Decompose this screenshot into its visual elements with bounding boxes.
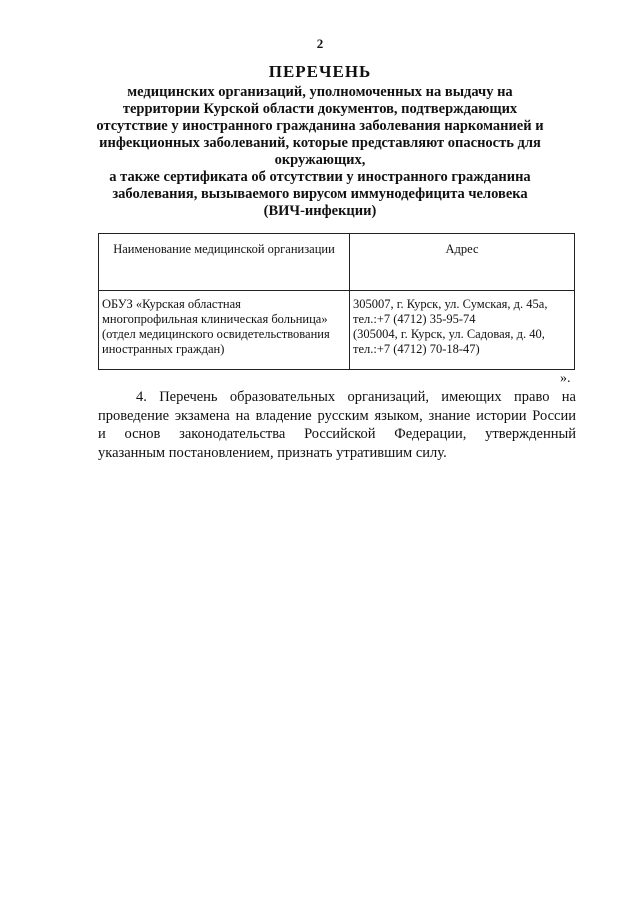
- paragraph-line: 4. Перечень образовательных организаций, имеющих право на: [136, 389, 576, 405]
- medical-organizations-table: [98, 233, 575, 370]
- column-header-address: Адрес: [350, 234, 575, 291]
- organization-name-line: (отдел медицинского освидетельствования: [102, 327, 330, 341]
- heading-line: а также сертификата об отсутствии у иностранного гражданина: [109, 169, 531, 185]
- table-row: [99, 291, 575, 370]
- heading-line: отсутствие у иностранного гражданина заболевания наркоманией и: [96, 118, 544, 134]
- address-line: 305007, г. Курск, ул. Сумская, д. 45а,: [353, 297, 548, 311]
- table-header-row: [99, 234, 575, 291]
- page-number: 2: [316, 36, 324, 51]
- document-heading: [60, 62, 580, 220]
- closing-quote: ».: [560, 371, 571, 386]
- organization-name-line: многопрофильная клиническая больница»: [102, 312, 328, 326]
- organization-name-cell: [99, 291, 350, 370]
- organization-name-line: иностранных граждан): [102, 342, 225, 356]
- heading-line: (ВИЧ-инфекции): [263, 203, 377, 219]
- address-line: тел.:+7 (4712) 35-95-74: [353, 312, 476, 326]
- heading-line: территории Курской области документов, подтверждающих: [122, 101, 518, 117]
- paragraph-line: проведение экзамена на владение русским языком, знание истории России: [98, 407, 576, 424]
- heading-line: окружающих,: [274, 152, 366, 168]
- paragraph-4: [98, 388, 576, 462]
- organization-name-line: ОБУЗ «Курская областная: [102, 297, 241, 311]
- heading-line: инфекционных заболеваний, которые представляют опасность для: [99, 135, 541, 151]
- heading-line: заболевания, вызываемого вирусом иммунодефицита человека: [112, 186, 528, 202]
- organization-address-cell: [350, 291, 575, 370]
- heading-line: медицинских организаций, уполномоченных на выдачу на: [127, 84, 513, 100]
- address-line: тел.:+7 (4712) 70-18-47): [353, 342, 480, 356]
- paragraph-line: указанным постановлением, признать утратившим силу.: [98, 444, 447, 461]
- heading-title: ПЕРЕЧЕНЬ: [268, 62, 372, 81]
- paragraph-line: и основ законодательства Российской Федерации, утвержденный: [98, 426, 576, 442]
- address-line: (305004, г. Курск, ул. Садовая, д. 40,: [353, 327, 545, 341]
- column-header-name: Наименование медицинской организации: [99, 234, 350, 291]
